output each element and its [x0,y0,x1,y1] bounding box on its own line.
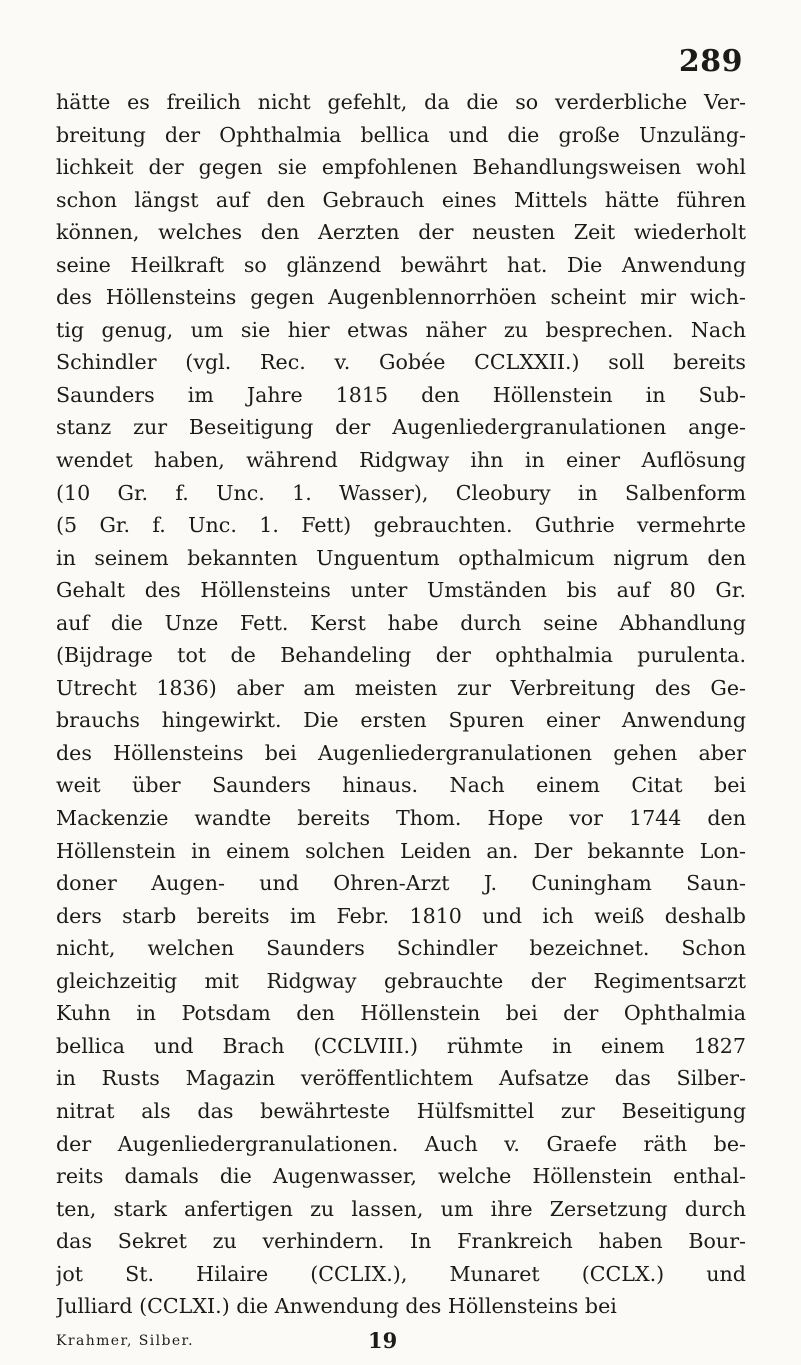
text-line: Gehalt des Höllensteins unter Umständen bis auf 80 Gr. [56,578,746,603]
text-line: des Höllensteins bei Augenliedergranulationen gehen aber [56,740,746,765]
text-line: Schindler (vgl. Rec. v. Gobée CCLXXII.) soll bereits [56,350,746,375]
text-line: breitung der Ophthalmia bellica und die große Unzuläng- [56,122,746,147]
text-line: wendet haben, während Ridgway ihn in einer Auflösung [56,448,746,473]
page-number: 289 [678,44,743,79]
sheet-number: 19 [368,1328,398,1353]
text-line: (10 Gr. f. Unc. 1. Wasser), Cleobury in Salbenform [56,480,746,505]
text-line: auf die Unze Fett. Kerst habe durch seine Abhandlung [56,610,746,635]
text-line: nitrat als das bewährteste Hülfsmittel zur Beseitigung [56,1098,746,1123]
text-line: doner Augen- und Ohren-Arzt J. Cuningham Saun- [56,871,746,896]
text-line: in Rusts Magazin veröffentlichtem Aufsatze das Silber- [56,1066,746,1091]
text-line: gleichzeitig mit Ridgway gebrauchte der Regimentsarzt [56,968,746,993]
text-line: in seinem bekannten Unguentum opthalmicum nigrum den [56,545,746,570]
text-line: Julliard (CCLXI.) die Anwendung des Höllensteins bei [56,1294,617,1319]
text-line: seine Heilkraft so glänzend bewährt hat. Die Anwendung [56,252,746,277]
text-line: tig genug, um sie hier etwas näher zu besprechen. Nach [56,317,746,342]
text-line: jot St. Hilaire (CCLIX.), Munaret (CCLX.) und [56,1261,746,1286]
text-line: das Sekret zu verhindern. In Frankreich haben Bour- [56,1229,746,1254]
signature-mark: Krahmer, Silber. [56,1333,194,1349]
text-line: nicht, welchen Saunders Schindler bezeichnet. Schon [56,936,746,961]
text-line: der Augenliedergranulationen. Auch v. Graefe räth be- [56,1131,746,1156]
text-line: schon längst auf den Gebrauch eines Mittels hätte führen [56,187,746,212]
body-text [56,86,746,1323]
text-line: Utrecht 1836) aber am meisten zur Verbreitung des Ge- [56,675,746,700]
text-line: stanz zur Beseitigung der Augenliedergranulationen ange- [56,415,746,440]
page-footer [56,1326,743,1356]
text-line: brauchs hingewirkt. Die ersten Spuren einer Anwendung [56,708,746,733]
text-line: Kuhn in Potsdam den Höllenstein bei der Ophthalmia [56,1001,746,1026]
text-line: (Bijdrage tot de Behandeling der ophthalmia purulenta. [56,643,746,668]
text-line: weit über Saunders hinaus. Nach einem Citat bei [56,773,746,798]
text-line: des Höllensteins gegen Augenblennorrhöen scheint mir wich- [56,285,746,310]
text-line: können, welches den Aerzten der neusten Zeit wiederholt [56,220,746,245]
text-line: ten, stark anfertigen zu lassen, um ihre Zersetzung durch [56,1196,746,1221]
text-line: reits damals die Augenwasser, welche Höllenstein enthal- [56,1164,746,1189]
text-line: hätte es freilich nicht gefehlt, da die so verderbliche Ver- [56,90,746,114]
text-line: Mackenzie wandte bereits Thom. Hope vor 1744 den [56,806,746,831]
text-line: lichkeit der gegen sie empfohlenen Behandlungsweisen wohl [56,155,746,180]
text-line: bellica und Brach (CCLVIII.) rühmte in einem 1827 [56,1033,746,1058]
text-line: Höllenstein in einem solchen Leiden an. Der bekannte Lon- [56,838,746,863]
text-line: Saunders im Jahre 1815 den Höllenstein in Sub- [56,382,746,407]
text-line: (5 Gr. f. Unc. 1. Fett) gebrauchten. Guthrie vermehrte [56,513,746,538]
text-line: ders starb bereits im Febr. 1810 und ich weiß deshalb [56,903,746,928]
